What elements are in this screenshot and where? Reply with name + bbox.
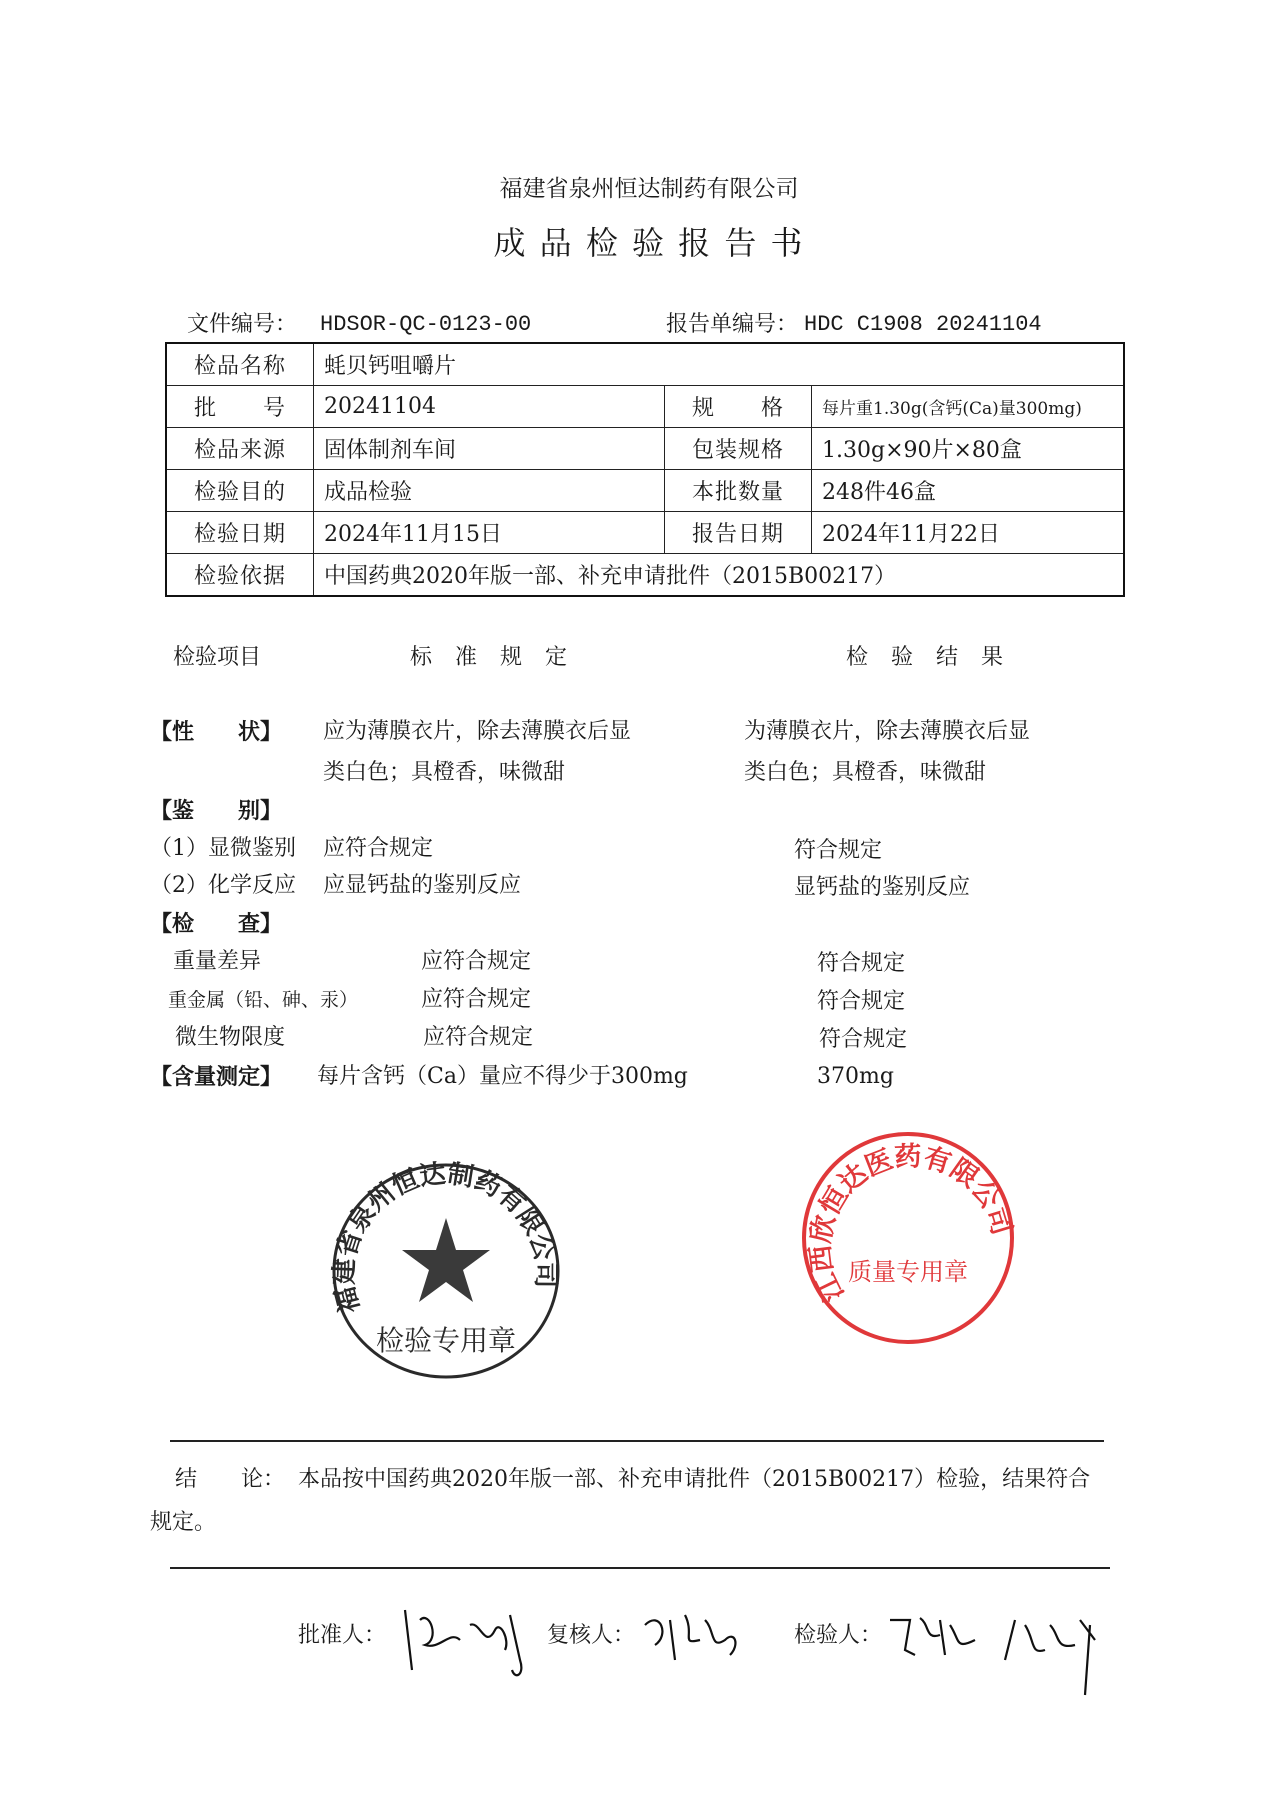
purpose-label: 检验目的 [166,470,314,512]
basis-label: 检验依据 [166,554,314,597]
metal-standard: 应符合规定 [421,987,532,1012]
table-row [166,512,1124,554]
quality-stamp-center-text: 质量专用章 [848,1258,968,1286]
qc-stamp-ring-text: 福建省泉州恒达制药有限公司 [329,1159,561,1317]
quantity-value: 248件46盒 [812,470,1125,512]
table-row [166,343,1124,386]
doc-no-label: 文件编号： [187,312,298,337]
table-row [166,470,1124,512]
divider [170,1567,1110,1569]
purpose-value: 成品检验 [314,470,665,512]
id1-result: 符合规定 [794,838,883,863]
id2-result: 显钙盐的鉴别反应 [794,875,971,900]
appearance-standard-2: 类白色；具橙香，味微甜 [323,760,566,785]
divider [170,1440,1104,1442]
micro-item: 微生物限度 [175,1025,286,1050]
basis-value: 中国药典2020年版一部、补充申请批件（2015B00217） [314,554,1125,597]
star-icon [402,1218,490,1302]
report-date-label: 报告日期 [665,512,812,554]
appearance-standard-1: 应为薄膜衣片，除去薄膜衣后显 [323,719,632,744]
quantity-label: 本批数量 [665,470,812,512]
table-row [166,386,1124,428]
col-result-header: 检 验 结 果 [846,645,1011,670]
product-name-label: 检品名称 [166,343,314,386]
qc-inspection-stamp [330,1160,562,1382]
assay-label: 【含量测定】 [150,1064,283,1090]
conclusion-text-1: 本品按中国药典2020年版一部、补充申请批件（2015B00217）检验，结果符合 [298,1467,1091,1492]
batch-value: 20241104 [314,386,665,428]
quality-stamp-ring-text: 江西欣恒达医药有限公司 [805,1141,1018,1307]
micro-result: 符合规定 [819,1027,908,1052]
product-info-table [165,342,1125,597]
approver-signature [400,1600,540,1680]
approver-label: 批准人： [298,1623,387,1648]
doc-no: HDSOR-QC-0123-00 [320,312,532,337]
assay-standard: 每片含钙（Ca）量应不得少于300mg [317,1064,688,1089]
table-row [166,554,1124,597]
micro-standard: 应符合规定 [423,1025,534,1050]
reviewer-signature [640,1605,750,1665]
qc-stamp-center-text: 检验专用章 [375,1324,517,1357]
inspector-label: 检验人： [794,1623,883,1648]
batch-label: 批 号 [166,386,314,428]
id1-item: （1）显微鉴别 [150,836,296,861]
identification-label: 【鉴 别】 [150,798,283,824]
weight-result: 符合规定 [817,951,906,976]
metal-item: 重金属（铅、砷、汞） [168,989,359,1011]
spec-label: 规 格 [665,386,812,428]
conclusion-label: 结 论： [175,1467,286,1492]
spec-value: 每片重1.30g(含钙(Ca)量300mg) [812,386,1125,428]
assay-result: 370mg [817,1064,894,1089]
package-value: 1.30g×90片×80盒 [812,428,1125,470]
appearance-result-2: 类白色；具橙香，味微甜 [744,760,987,785]
source-label: 检品来源 [166,428,314,470]
appearance-result-1: 为薄膜衣片，除去薄膜衣后显 [744,719,1031,744]
test-date-value: 2024年11月15日 [314,512,665,554]
report-no: HDC C1908 20241104 [804,312,1042,337]
weight-standard: 应符合规定 [421,949,532,974]
quality-stamp [800,1130,1016,1346]
id1-standard: 应符合规定 [323,836,434,861]
source-value: 固体制剂车间 [314,428,665,470]
product-name: 蚝贝钙咀嚼片 [314,343,1125,386]
metal-result: 符合规定 [817,989,906,1014]
test-date-label: 检验日期 [166,512,314,554]
table-row [166,428,1124,470]
reviewer-label: 复核人： [547,1623,636,1648]
conclusion-text-2: 规定。 [150,1510,217,1535]
appearance-label: 【性 状】 [150,719,283,745]
id2-item: （2）化学反应 [150,873,296,898]
package-label: 包装规格 [665,428,812,470]
col-item-header: 检验项目 [173,645,262,670]
check-label: 【检 查】 [150,911,283,937]
weight-item: 重量差异 [173,949,262,974]
report-date-value: 2024年11月22日 [812,512,1125,554]
id2-standard: 应显钙盐的鉴别反应 [323,873,522,898]
document-title: 成 品 检 验 报 告 书 [493,224,805,262]
inspector-signatures [885,1610,1125,1700]
company-name: 福建省泉州恒达制药有限公司 [499,176,799,202]
report-no-label: 报告单编号： [666,312,799,337]
col-standard-header: 标 准 规 定 [410,645,575,670]
